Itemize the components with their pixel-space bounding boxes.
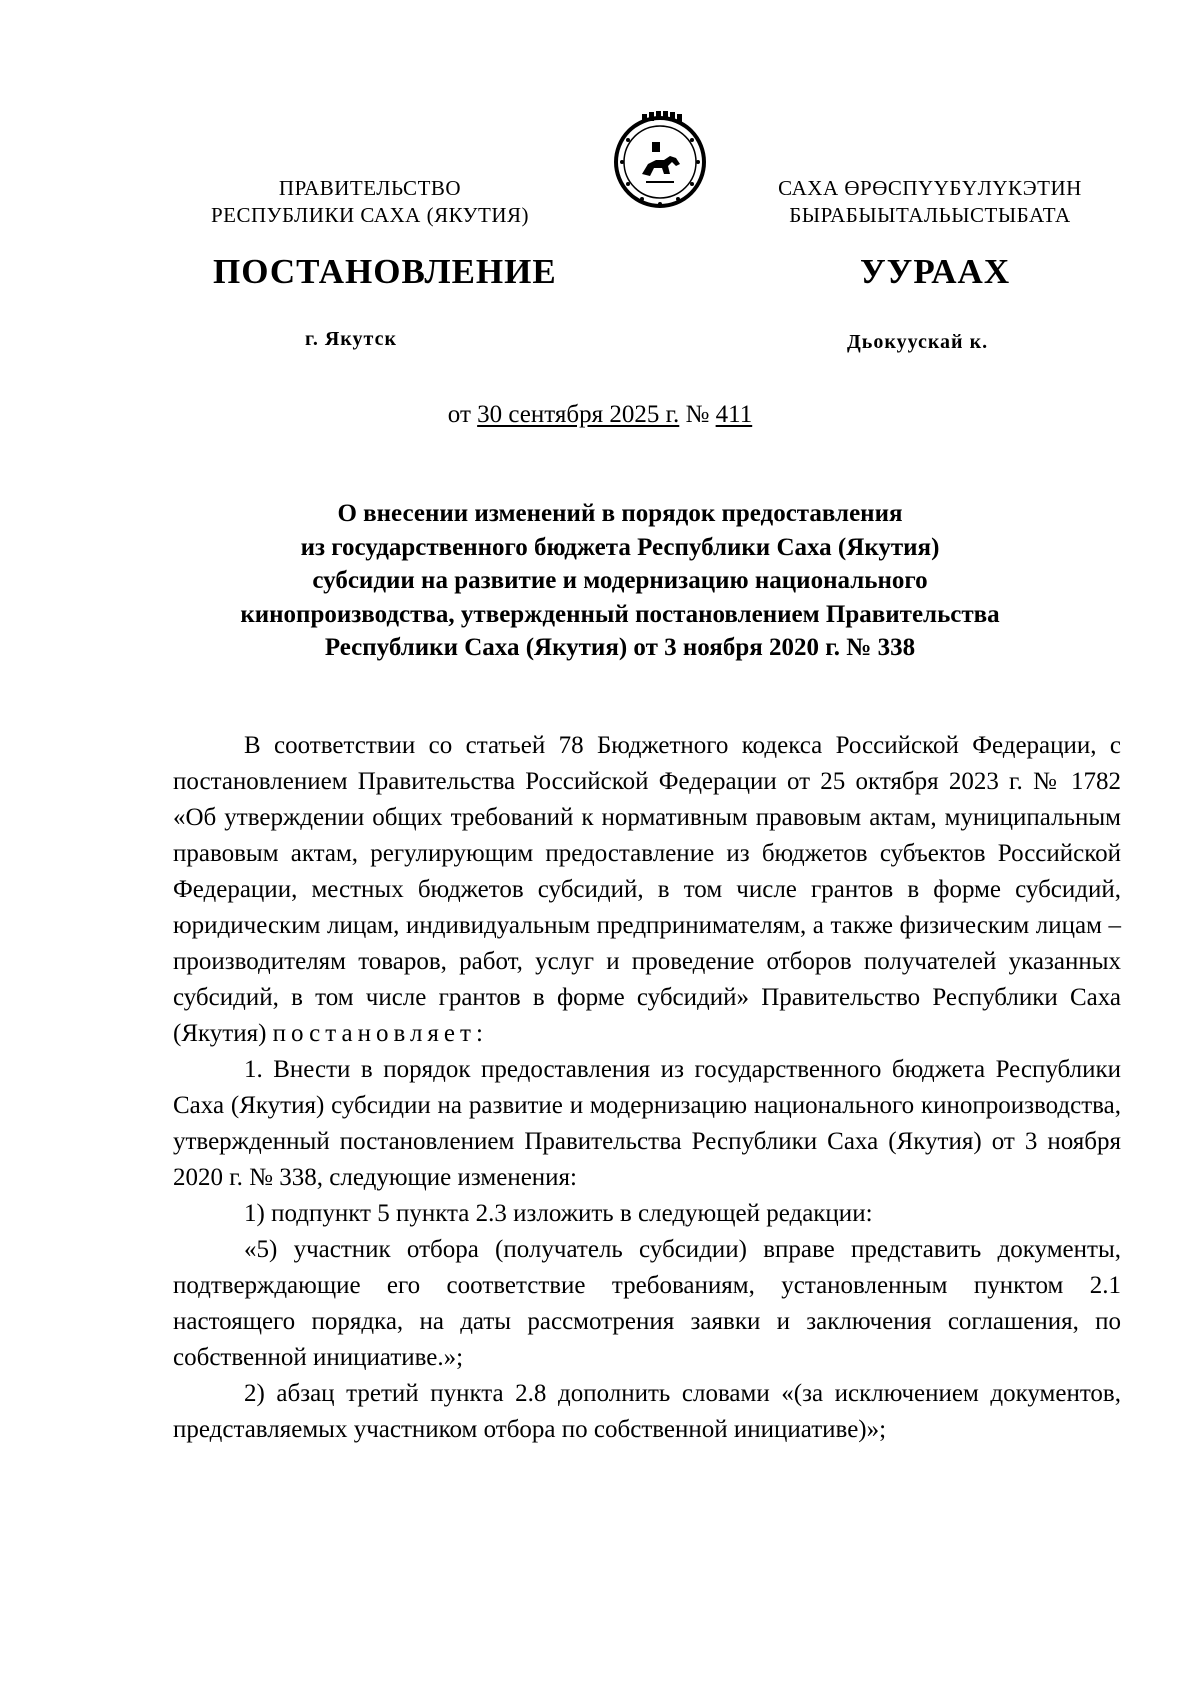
government-name-sakha bbox=[740, 175, 1120, 229]
date-number-line bbox=[0, 401, 1200, 429]
decree-date: 30 сентября 2025 г. bbox=[477, 401, 680, 428]
document-title bbox=[160, 497, 1080, 665]
body-paragraph: «5) участник отбора (получатель субсидии) вправе представить документы, подтверждающие его соответствие требованиям, установленным пунктом 2.1 настоящего порядка, на даты рассмотрения заявки и заключения соглашения, по собственной инициативе.»; bbox=[173, 1236, 1121, 1371]
government-name-ru bbox=[180, 175, 560, 229]
number-sign: № bbox=[679, 401, 716, 428]
doc-type-ru: ПОСТАНОВЛЕНИЕ bbox=[213, 252, 557, 291]
org-line-1: САХА ӨРӨСПҮҮБҮЛҮКЭТИН bbox=[778, 176, 1082, 200]
document-body bbox=[173, 728, 1121, 1448]
date-prefix: от bbox=[447, 401, 478, 428]
decree-word: постановляет: bbox=[272, 1020, 488, 1047]
org-line-2: БЫРАБЫЫТАЛЬЫСТЫБАТА bbox=[789, 203, 1071, 227]
title-line: Республики Саха (Якутия) от 3 ноября 2020 г. № 338 bbox=[324, 634, 916, 661]
coat-of-arms-emblem-icon bbox=[608, 108, 712, 212]
org-line-2: РЕСПУБЛИКИ САХА (ЯКУТИЯ) bbox=[210, 203, 530, 227]
preamble-text: В соответствии со статьей 78 Бюджетного кодекса Российской Федерации, с постановлением Правительства Российской Федерации от 25 октября 2023 г. № 1782 «Об утверждении общих требований к нормативным правовым актам, муниципальным правовым актам, регулирующим предоставление из бюджетов субъектов Российской Федерации, местных бюджетов субсидий, в том числе грантов в форме субсидий, юридическим лицам, индивидуальным предпринимателям, а также физическим лицам – производителям товаров, работ, услуг и проведение отборов получателей указанных субсидий, в том числе грантов в форме субсидий» Правительство Республики Саха (Якутия) bbox=[173, 732, 1121, 1047]
title-line: субсидии на развитие и модернизацию национального bbox=[312, 567, 928, 594]
title-line: из государственного бюджета Республики Саха (Якутия) bbox=[300, 533, 940, 561]
body-paragraph: 2) абзац третий пункта 2.8 дополнить словами «(за исключением документов, представляемых участником отбора по собственной инициативе)»; bbox=[173, 1380, 1121, 1443]
org-line-1: ПРАВИТЕЛЬСТВО bbox=[278, 176, 462, 200]
preamble-paragraph bbox=[173, 728, 1121, 1052]
doc-type-sakha: УУРААХ bbox=[860, 252, 1011, 291]
title-line: кинопроизводства, утвержденный постановлением Правительства bbox=[240, 600, 1000, 628]
city-sakha: Дьокуускай к. bbox=[847, 331, 989, 353]
body-paragraph: 1) подпункт 5 пункта 2.3 изложить в следующей редакции: bbox=[244, 1200, 873, 1227]
city-ru: г. Якутск bbox=[305, 328, 397, 350]
body-paragraph: 1. Внести в порядок предоставления из государственного бюджета Республики Саха (Якутия) субсидии на развитие и модернизацию национального кинопроизводства, утвержденный постановлением Правительства Республики Саха (Якутия) от 3 ноября 2020 г. № 338, следующие изменения: bbox=[173, 1056, 1121, 1191]
title-line: О внесении изменений в порядок предоставления bbox=[337, 500, 903, 527]
decree-number: 411 bbox=[715, 401, 753, 428]
